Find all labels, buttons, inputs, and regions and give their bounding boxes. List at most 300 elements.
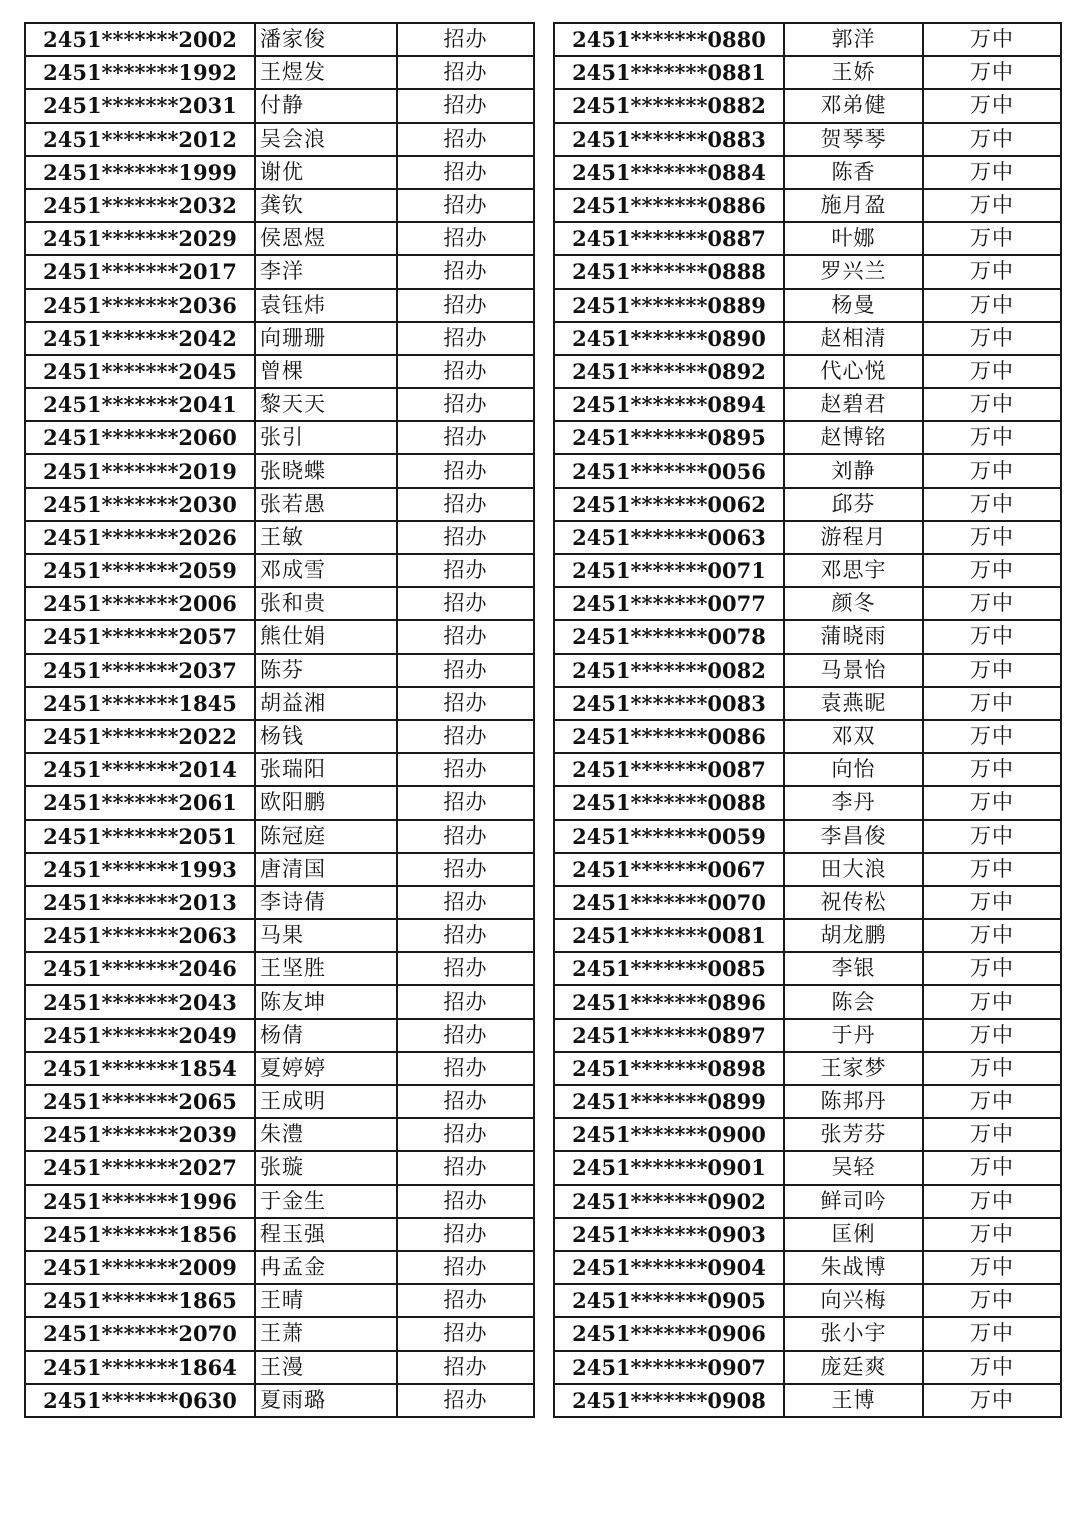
candidate-name-cell: 马景怡 (784, 654, 923, 687)
candidate-id-cell: 2451*******2057 (25, 620, 255, 653)
table-row (554, 587, 1061, 620)
unit-cell: 招办 (397, 255, 534, 288)
table-row (554, 488, 1061, 521)
table-row (554, 1185, 1061, 1218)
table-row (554, 952, 1061, 985)
table-row (25, 1251, 534, 1284)
candidate-name-cell: 张若愚 (255, 488, 397, 521)
table-row (25, 886, 534, 919)
table-row (554, 1251, 1061, 1284)
candidate-name-cell: 邓双 (784, 720, 923, 753)
table-row (25, 786, 534, 819)
table-row (25, 654, 534, 687)
candidate-name-cell: 熊仕娟 (255, 620, 397, 653)
candidate-name-cell: 刘静 (784, 454, 923, 487)
candidate-name-cell: 曾棵 (255, 355, 397, 388)
candidate-id-cell: 2451*******0894 (554, 388, 784, 421)
table-row (554, 521, 1061, 554)
table-row (554, 322, 1061, 355)
unit-cell: 招办 (397, 388, 534, 421)
unit-cell: 招办 (397, 156, 534, 189)
candidate-id-cell: 2451*******0904 (554, 1251, 784, 1284)
table-row (554, 23, 1061, 56)
table-row (554, 720, 1061, 753)
table-row (554, 820, 1061, 853)
table-row (25, 587, 534, 620)
table-row (25, 1351, 534, 1384)
table-row (25, 1052, 534, 1085)
unit-cell: 万中 (923, 952, 1061, 985)
candidate-id-cell: 2451*******0071 (554, 554, 784, 587)
unit-cell: 万中 (923, 1284, 1061, 1317)
unit-cell: 招办 (397, 56, 534, 89)
candidate-name-cell: 叶娜 (784, 222, 923, 255)
candidate-name-cell: 王成明 (255, 1085, 397, 1118)
candidate-name-cell: 张引 (255, 421, 397, 454)
candidate-name-cell: 杨钱 (255, 720, 397, 753)
candidate-id-cell: 2451*******1996 (25, 1185, 255, 1218)
candidate-name-cell: 田大浪 (784, 853, 923, 886)
candidate-id-cell: 2451*******2070 (25, 1317, 255, 1350)
table-row (554, 554, 1061, 587)
candidate-name-cell: 吴会浪 (255, 123, 397, 156)
table-row (25, 1085, 534, 1118)
unit-cell: 万中 (923, 156, 1061, 189)
table-row (554, 886, 1061, 919)
candidate-id-cell: 2451*******2059 (25, 554, 255, 587)
candidate-name-cell: 唐清国 (255, 853, 397, 886)
table-row (25, 620, 534, 653)
candidate-name-cell: 郭洋 (784, 23, 923, 56)
unit-cell: 招办 (397, 189, 534, 222)
unit-cell: 招办 (397, 1317, 534, 1350)
candidate-id-cell: 2451*******1992 (25, 56, 255, 89)
table-row (25, 189, 534, 222)
table-row (25, 1218, 534, 1251)
unit-cell: 万中 (923, 1251, 1061, 1284)
candidate-name-cell: 朱澧 (255, 1118, 397, 1151)
unit-cell: 万中 (923, 753, 1061, 786)
table-row (554, 687, 1061, 720)
unit-cell: 万中 (923, 1052, 1061, 1085)
unit-cell: 万中 (923, 720, 1061, 753)
candidate-id-cell: 2451*******0901 (554, 1151, 784, 1184)
candidate-name-cell: 陈芬 (255, 654, 397, 687)
candidate-name-cell: 张小宇 (784, 1317, 923, 1350)
table-row (554, 1284, 1061, 1317)
table-row (554, 421, 1061, 454)
unit-cell: 万中 (923, 853, 1061, 886)
candidate-id-cell: 2451*******0902 (554, 1185, 784, 1218)
unit-cell: 招办 (397, 853, 534, 886)
candidate-name-cell: 王家梦 (784, 1052, 923, 1085)
unit-cell: 招办 (397, 687, 534, 720)
candidate-name-cell: 王敏 (255, 521, 397, 554)
table-row (25, 521, 534, 554)
candidate-id-cell: 2451*******0898 (554, 1052, 784, 1085)
unit-cell: 招办 (397, 786, 534, 819)
unit-cell: 招办 (397, 289, 534, 322)
table-row (25, 123, 534, 156)
candidate-name-cell: 侯恩煜 (255, 222, 397, 255)
unit-cell: 万中 (923, 654, 1061, 687)
candidate-name-cell: 向珊珊 (255, 322, 397, 355)
unit-cell: 招办 (397, 355, 534, 388)
candidate-name-cell: 张和贵 (255, 587, 397, 620)
candidate-id-cell: 2451*******1865 (25, 1284, 255, 1317)
table-row (554, 1151, 1061, 1184)
candidate-id-cell: 2451*******0896 (554, 985, 784, 1018)
candidate-id-cell: 2451*******2002 (25, 23, 255, 56)
unit-cell: 万中 (923, 521, 1061, 554)
table-row (25, 322, 534, 355)
table-row (25, 1317, 534, 1350)
table-row (25, 488, 534, 521)
candidate-id-cell: 2451*******2013 (25, 886, 255, 919)
unit-cell: 招办 (397, 1118, 534, 1151)
candidate-id-cell: 2451*******2046 (25, 952, 255, 985)
candidate-id-cell: 2451*******2019 (25, 454, 255, 487)
table-row (554, 388, 1061, 421)
table-row (554, 1317, 1061, 1350)
unit-cell: 万中 (923, 454, 1061, 487)
candidate-name-cell: 王漫 (255, 1351, 397, 1384)
candidate-id-cell: 2451*******0078 (554, 620, 784, 653)
candidate-id-cell: 2451*******2036 (25, 289, 255, 322)
candidate-name-cell: 程玉强 (255, 1218, 397, 1251)
table-row (554, 289, 1061, 322)
candidate-id-cell: 2451*******2027 (25, 1151, 255, 1184)
candidate-id-cell: 2451*******0087 (554, 753, 784, 786)
candidate-name-cell: 潘家俊 (255, 23, 397, 56)
candidate-id-cell: 2451*******0899 (554, 1085, 784, 1118)
table-row (25, 222, 534, 255)
candidate-id-cell: 2451*******2049 (25, 1019, 255, 1052)
candidate-name-cell: 蒲晓雨 (784, 620, 923, 653)
table-row (554, 1118, 1061, 1151)
unit-cell: 招办 (397, 1085, 534, 1118)
unit-cell: 招办 (397, 521, 534, 554)
candidate-id-cell: 2451*******0067 (554, 853, 784, 886)
unit-cell: 万中 (923, 620, 1061, 653)
candidate-name-cell: 冉孟金 (255, 1251, 397, 1284)
unit-cell: 万中 (923, 919, 1061, 952)
candidate-name-cell: 付静 (255, 89, 397, 122)
unit-cell: 招办 (397, 1151, 534, 1184)
candidate-id-cell: 2451*******0907 (554, 1351, 784, 1384)
unit-cell: 招办 (397, 1284, 534, 1317)
table-row (25, 388, 534, 421)
unit-cell: 万中 (923, 820, 1061, 853)
table-row (554, 1085, 1061, 1118)
unit-cell: 招办 (397, 1251, 534, 1284)
unit-cell: 招办 (397, 587, 534, 620)
candidate-id-cell: 2451*******0063 (554, 521, 784, 554)
unit-cell: 招办 (397, 654, 534, 687)
candidate-name-cell: 赵博铭 (784, 421, 923, 454)
unit-cell: 万中 (923, 687, 1061, 720)
table-row (554, 1351, 1061, 1384)
unit-cell: 万中 (923, 421, 1061, 454)
unit-cell: 招办 (397, 1384, 534, 1417)
candidate-id-cell: 2451*******0889 (554, 289, 784, 322)
unit-cell: 招办 (397, 1185, 534, 1218)
candidate-id-cell: 2451*******1845 (25, 687, 255, 720)
unit-cell: 招办 (397, 421, 534, 454)
unit-cell: 招办 (397, 222, 534, 255)
candidate-name-cell: 向兴梅 (784, 1284, 923, 1317)
candidate-name-cell: 于丹 (784, 1019, 923, 1052)
unit-cell: 招办 (397, 454, 534, 487)
table-row (554, 753, 1061, 786)
unit-cell: 万中 (923, 587, 1061, 620)
table-row (25, 421, 534, 454)
unit-cell: 万中 (923, 786, 1061, 819)
candidate-id-cell: 2451*******0887 (554, 222, 784, 255)
unit-cell: 万中 (923, 355, 1061, 388)
table-row (554, 123, 1061, 156)
candidate-name-cell: 邱芬 (784, 488, 923, 521)
candidate-id-cell: 2451*******0886 (554, 189, 784, 222)
unit-cell: 万中 (923, 322, 1061, 355)
candidate-id-cell: 2451*******2037 (25, 654, 255, 687)
table-row (25, 985, 534, 1018)
unit-cell: 招办 (397, 886, 534, 919)
unit-cell: 招办 (397, 23, 534, 56)
table-row (554, 853, 1061, 886)
candidate-id-cell: 2451*******2042 (25, 322, 255, 355)
unit-cell: 万中 (923, 1384, 1061, 1417)
candidate-name-cell: 赵碧君 (784, 388, 923, 421)
candidate-name-cell: 夏雨璐 (255, 1384, 397, 1417)
roster-table-left-body (25, 23, 534, 1417)
candidate-name-cell: 王萧 (255, 1317, 397, 1350)
candidate-name-cell: 龚钦 (255, 189, 397, 222)
unit-cell: 万中 (923, 56, 1061, 89)
candidate-name-cell: 谢优 (255, 156, 397, 189)
unit-cell: 招办 (397, 89, 534, 122)
candidate-name-cell: 陈友坤 (255, 985, 397, 1018)
table-row (554, 620, 1061, 653)
candidate-name-cell: 李丹 (784, 786, 923, 819)
candidate-id-cell: 2451*******2022 (25, 720, 255, 753)
candidate-id-cell: 2451*******1999 (25, 156, 255, 189)
unit-cell: 万中 (923, 189, 1061, 222)
unit-cell: 万中 (923, 1151, 1061, 1184)
table-row (25, 454, 534, 487)
unit-cell: 招办 (397, 1052, 534, 1085)
candidate-id-cell: 2451*******0883 (554, 123, 784, 156)
unit-cell: 招办 (397, 820, 534, 853)
unit-cell: 招办 (397, 620, 534, 653)
unit-cell: 招办 (397, 123, 534, 156)
candidate-name-cell: 于金生 (255, 1185, 397, 1218)
table-row (554, 1384, 1061, 1417)
candidate-id-cell: 2451*******2026 (25, 521, 255, 554)
table-row (554, 786, 1061, 819)
candidate-name-cell: 李银 (784, 952, 923, 985)
unit-cell: 招办 (397, 1351, 534, 1384)
roster-table-left (24, 22, 535, 1418)
table-row (25, 919, 534, 952)
candidate-id-cell: 2451*******0908 (554, 1384, 784, 1417)
candidate-id-cell: 2451*******0059 (554, 820, 784, 853)
candidate-id-cell: 2451*******0900 (554, 1118, 784, 1151)
unit-cell: 招办 (397, 985, 534, 1018)
candidate-name-cell: 王煜发 (255, 56, 397, 89)
unit-cell: 招办 (397, 488, 534, 521)
candidate-name-cell: 游程月 (784, 521, 923, 554)
unit-cell: 招办 (397, 554, 534, 587)
table-row (25, 720, 534, 753)
unit-cell: 招办 (397, 919, 534, 952)
candidate-name-cell: 陈邦丹 (784, 1085, 923, 1118)
candidate-id-cell: 2451*******0895 (554, 421, 784, 454)
candidate-id-cell: 2451*******2006 (25, 587, 255, 620)
candidate-name-cell: 代心悦 (784, 355, 923, 388)
table-row (554, 89, 1061, 122)
candidate-name-cell: 王坚胜 (255, 952, 397, 985)
table-row (25, 753, 534, 786)
unit-cell: 万中 (923, 886, 1061, 919)
candidate-name-cell: 杨曼 (784, 289, 923, 322)
candidate-name-cell: 袁钰炜 (255, 289, 397, 322)
candidate-name-cell: 吴轻 (784, 1151, 923, 1184)
candidate-id-cell: 2451*******1856 (25, 1218, 255, 1251)
table-row (554, 1019, 1061, 1052)
candidate-id-cell: 2451*******0905 (554, 1284, 784, 1317)
candidate-name-cell: 张芳芬 (784, 1118, 923, 1151)
candidate-id-cell: 2451*******2017 (25, 255, 255, 288)
candidate-name-cell: 朱战博 (784, 1251, 923, 1284)
candidate-name-cell: 胡益湘 (255, 687, 397, 720)
table-row (25, 255, 534, 288)
candidate-id-cell: 2451*******2045 (25, 355, 255, 388)
candidate-id-cell: 2451*******2012 (25, 123, 255, 156)
candidate-name-cell: 王娇 (784, 56, 923, 89)
roster-table-right-body (554, 23, 1061, 1417)
table-row (554, 654, 1061, 687)
candidate-name-cell: 匡俐 (784, 1218, 923, 1251)
unit-cell: 万中 (923, 222, 1061, 255)
candidate-id-cell: 2451*******2031 (25, 89, 255, 122)
table-row (554, 1052, 1061, 1085)
candidate-name-cell: 邓成雪 (255, 554, 397, 587)
unit-cell: 万中 (923, 255, 1061, 288)
unit-cell: 招办 (397, 720, 534, 753)
candidate-id-cell: 2451*******2060 (25, 421, 255, 454)
candidate-name-cell: 陈会 (784, 985, 923, 1018)
candidate-name-cell: 袁燕昵 (784, 687, 923, 720)
candidate-id-cell: 2451*******0880 (554, 23, 784, 56)
unit-cell: 万中 (923, 123, 1061, 156)
candidate-id-cell: 2451*******0884 (554, 156, 784, 189)
candidate-id-cell: 2451*******2032 (25, 189, 255, 222)
candidate-id-cell: 2451*******0088 (554, 786, 784, 819)
table-row (554, 355, 1061, 388)
candidate-id-cell: 2451*******0890 (554, 322, 784, 355)
candidate-name-cell: 黎天天 (255, 388, 397, 421)
unit-cell: 万中 (923, 1317, 1061, 1350)
candidate-id-cell: 2451*******2030 (25, 488, 255, 521)
candidate-name-cell: 欧阳鹏 (255, 786, 397, 819)
table-row (25, 1384, 534, 1417)
table-row (25, 1284, 534, 1317)
table-row (554, 56, 1061, 89)
candidate-name-cell: 施月盈 (784, 189, 923, 222)
table-row (554, 189, 1061, 222)
unit-cell: 万中 (923, 488, 1061, 521)
candidate-id-cell: 2451*******1993 (25, 853, 255, 886)
unit-cell: 招办 (397, 952, 534, 985)
table-row (554, 454, 1061, 487)
candidate-id-cell: 2451*******0082 (554, 654, 784, 687)
candidate-id-cell: 2451*******0897 (554, 1019, 784, 1052)
candidate-id-cell: 2451*******0085 (554, 952, 784, 985)
candidate-id-cell: 2451*******0881 (554, 56, 784, 89)
candidate-name-cell: 颜冬 (784, 587, 923, 620)
candidate-id-cell: 2451*******0062 (554, 488, 784, 521)
candidate-id-cell: 2451*******0888 (554, 255, 784, 288)
table-row (25, 554, 534, 587)
table-row (25, 687, 534, 720)
unit-cell: 万中 (923, 1185, 1061, 1218)
table-row (25, 23, 534, 56)
candidate-id-cell: 2451*******2063 (25, 919, 255, 952)
table-row (554, 919, 1061, 952)
unit-cell: 万中 (923, 985, 1061, 1018)
table-row (554, 222, 1061, 255)
unit-cell: 万中 (923, 1351, 1061, 1384)
candidate-id-cell: 2451*******2051 (25, 820, 255, 853)
table-row (25, 1151, 534, 1184)
candidate-id-cell: 2451*******1854 (25, 1052, 255, 1085)
candidate-name-cell: 张璇 (255, 1151, 397, 1184)
candidate-id-cell: 2451*******2061 (25, 786, 255, 819)
candidate-name-cell: 王博 (784, 1384, 923, 1417)
table-row (25, 1118, 534, 1151)
candidate-name-cell: 赵相清 (784, 322, 923, 355)
candidate-name-cell: 陈香 (784, 156, 923, 189)
candidate-name-cell: 夏婷婷 (255, 1052, 397, 1085)
candidate-name-cell: 张瑞阳 (255, 753, 397, 786)
table-row (554, 255, 1061, 288)
unit-cell: 招办 (397, 753, 534, 786)
table-row (25, 1019, 534, 1052)
table-row (25, 289, 534, 322)
candidate-name-cell: 邓弟健 (784, 89, 923, 122)
candidate-id-cell: 2451*******2043 (25, 985, 255, 1018)
table-row (25, 952, 534, 985)
candidate-name-cell: 马果 (255, 919, 397, 952)
unit-cell: 招办 (397, 1019, 534, 1052)
table-row (25, 853, 534, 886)
candidate-id-cell: 2451*******2014 (25, 753, 255, 786)
table-row (25, 355, 534, 388)
candidate-id-cell: 2451*******2029 (25, 222, 255, 255)
candidate-name-cell: 杨倩 (255, 1019, 397, 1052)
candidate-id-cell: 2451*******0882 (554, 89, 784, 122)
candidate-id-cell: 2451*******1864 (25, 1351, 255, 1384)
unit-cell: 招办 (397, 322, 534, 355)
table-row (25, 1185, 534, 1218)
roster-table-right (553, 22, 1062, 1418)
unit-cell: 万中 (923, 1085, 1061, 1118)
candidate-id-cell: 2451*******0081 (554, 919, 784, 952)
candidate-name-cell: 陈冠庭 (255, 820, 397, 853)
candidate-name-cell: 庞廷爽 (784, 1351, 923, 1384)
unit-cell: 万中 (923, 1118, 1061, 1151)
